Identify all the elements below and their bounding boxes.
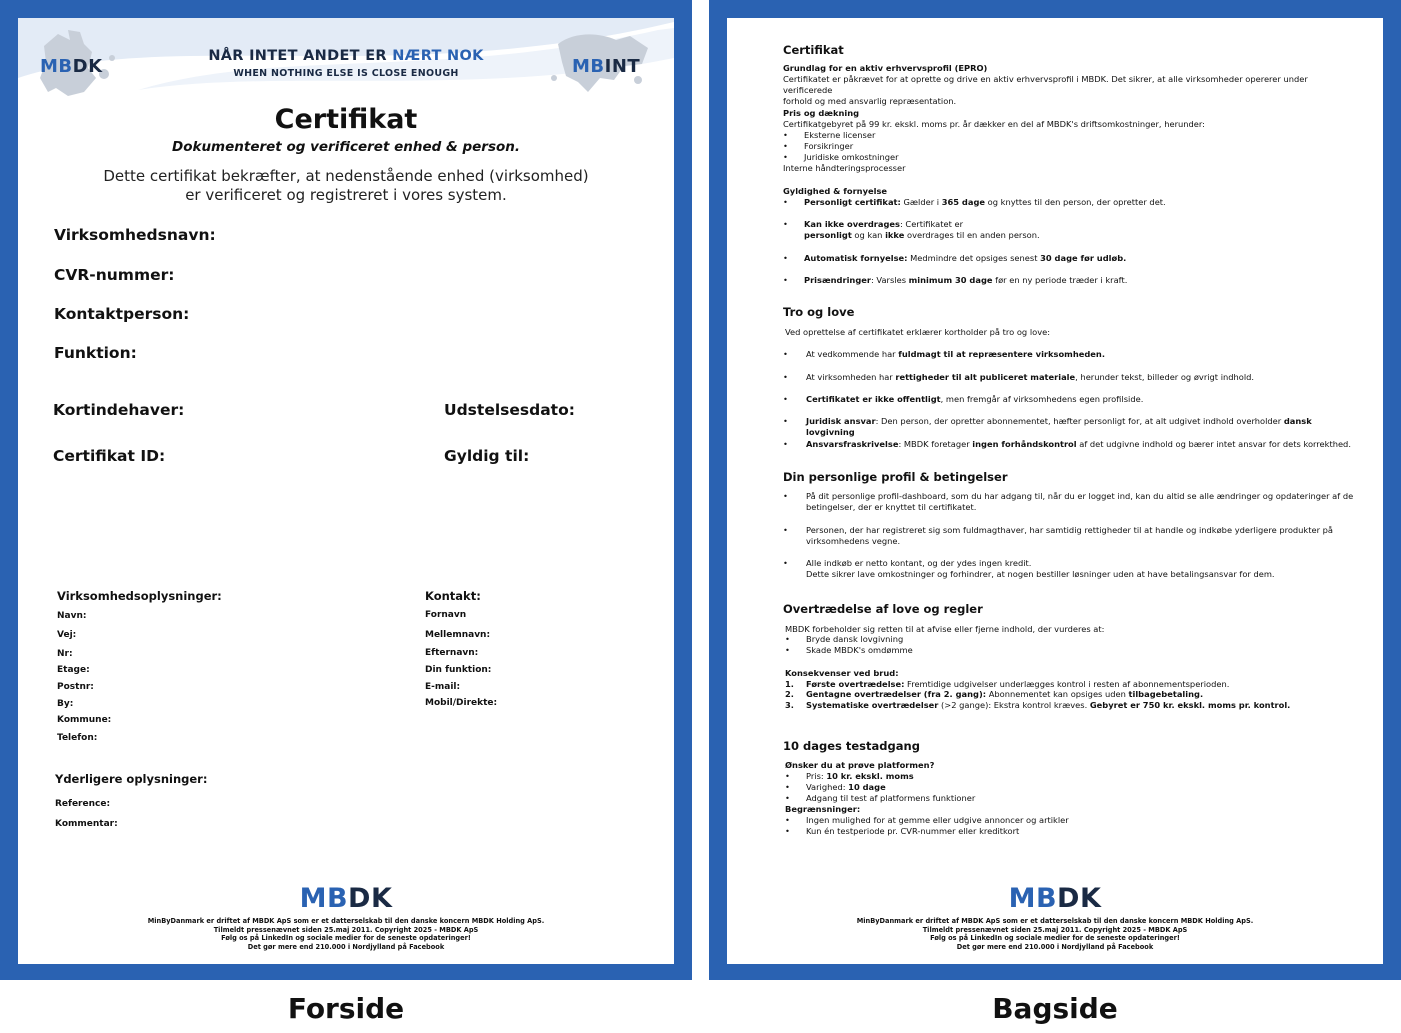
validity-item: • Kan ikke overdrages: Certifikatet er personligt og kan ikke overdrages til en anden person. <box>783 219 1040 240</box>
mbdk-logo: MBDK <box>40 56 103 77</box>
section-profile-title: Din personlige profil & betingelser <box>783 470 1008 484</box>
function-label: Funktion: <box>54 344 137 362</box>
contact-person-label: Kontaktperson: <box>54 305 190 323</box>
front-page <box>18 18 674 964</box>
footer-text: MinByDanmark er driftet af MBDK ApS som er et datterselskab til den danske koncern MBDK Holding ApS. Tilmeldt pressenævnet siden 25.maj 2011. Copyright 2025 - MBDK ApS Følg os på LinkedIn og sociale medier for de seneste opdateringer! Det gør mere end 210.000 i Nordjylland på Facebook <box>147 917 545 951</box>
certificate-subtitle: Dokumenteret og verificeret enhed & person. <box>171 139 520 155</box>
certificate-description: Dette certifikat bekræfter, at nedenstående enhed (virksomhed) er verificeret og registreret i vores system. <box>103 167 589 204</box>
contact-item: E-mail: <box>425 682 461 692</box>
violation-intro: MBDK forbeholder sig retten til at afvise eller fjerne indhold, der vurderes at: <box>785 624 1105 634</box>
slogan-english: WHEN NOTHING ELSE IS CLOSE ENOUGH <box>233 68 459 79</box>
contact-item: Din funktion: <box>425 665 492 675</box>
cardholder-label: Kortindehaver: <box>53 401 185 419</box>
footer-text: MinByDanmark er driftet af MBDK ApS som er et datterselskab til den danske koncern MBDK Holding ApS. Tilmeldt pressenævnet siden 25.maj 2011. Copyright 2025 - MBDK ApS Følg os på LinkedIn og sociale medier for de seneste opdateringer! Det gør mere end 210.000 i Nordjylland på Facebook <box>856 917 1254 951</box>
profile-item: • Alle indkøb er netto kontant, og der ydes ingen kredit. Dette sikrer lave omkostninger og forhindrer, at nogen bestiller løsninger uden at have betalingsansvar for dem. <box>783 558 1275 579</box>
back-sheet <box>709 0 1401 980</box>
contact-item: Mellemnavn: <box>425 630 491 640</box>
contact-item: Efternavn: <box>425 648 479 658</box>
validity-subheading: Gyldighed & fornyelse <box>783 186 888 196</box>
additional-info-heading: Yderligere oplysninger: <box>55 772 208 786</box>
tro-og-love-intro: Ved oprettelse af certifikatet erklærer kortholder på tro og love: <box>785 327 1051 337</box>
back-caption: Bagside <box>992 992 1118 1025</box>
company-info-item: Postnr: <box>57 682 94 692</box>
valid-until-label: Gyldig til: <box>444 447 530 465</box>
price-text: Certifikatgebyret på 99 kr. ekskl. moms pr. år dækker en del af MBDK's driftsomkostninger, herunder: <box>783 119 1205 129</box>
company-info-item: Nr: <box>57 649 73 659</box>
certificate-title: Certifikat <box>274 104 418 135</box>
section-violation-title: Overtrædelse af love og regler <box>783 602 983 616</box>
company-info-item: By: <box>57 699 74 709</box>
company-info-item: Telefon: <box>57 733 98 743</box>
consequences-subheading: Konsekvenser ved brud: <box>785 668 899 678</box>
price-subheading: Pris og dækning <box>783 108 860 118</box>
contact-item: Fornavn <box>425 610 467 620</box>
profile-item: • På dit personlige profil-dashboard, som du har adgang til, når du er logget ind, kan du altid se alle ændringer og opdateringer af de betingelser, der er knyttet til certifikatet. <box>783 491 1354 512</box>
footer-mbdk-logo: MBDK <box>299 883 393 914</box>
section-tro-og-love-title: Tro og love <box>783 305 855 319</box>
section-certifikat-title: Certifikat <box>783 43 844 57</box>
front-caption: Forside <box>287 992 405 1025</box>
additional-info-item: Kommentar: <box>55 819 118 829</box>
section-test-access-title: 10 dages testadgang <box>783 739 920 753</box>
profile-item: • Personen, der har registreret sig som fuldmagthaver, har samtidig rettigheder til at handle og indkøbe yderligere produkter på virksomhedens vegne. <box>783 525 1333 546</box>
company-name-label: Virksomhedsnavn: <box>54 226 216 244</box>
contact-item: Mobil/Direkte: <box>425 698 498 708</box>
issue-date-label: Udstelsesdato: <box>444 401 575 419</box>
cvr-label: CVR-nummer: <box>54 266 175 284</box>
limitations-subheading: Begrænsninger: <box>785 804 861 814</box>
epro-subheading: Grundlag for en aktiv erhvervsprofil (EPRO) <box>783 63 988 73</box>
additional-info-item: Reference: <box>55 799 111 809</box>
footer-mbdk-logo: MBDK <box>1008 883 1102 914</box>
company-info-heading: Virksomhedsoplysninger: <box>57 589 222 603</box>
mbint-logo: MBINT <box>572 56 641 77</box>
company-info-item: Kommune: <box>57 715 112 725</box>
back-page: Certifikat Grundlag for en aktiv erhvervsprofil (EPRO) Certifikatet er påkrævet for at oprette og drive en aktiv erhvervsprofil i MBDK. Det sikrer, at alle virksomheder opererer under verificerede forhold og med ansvarlig repræsentation. Pris og dækning Certifikatgebyret på 99 kr. ekskl. moms pr. år dækker en del af MBDK's driftsomkostninger, herunder: • Eksterne licenser • Forsikringer • Juridiske omkostninger Interne håndteringsprocesser Gyldighed & fornyelse • Personligt certifikat: Gælder i 365 dage og knyttes til den person, der opretter det. • Kan ikke overdrages: Certifikatet er personligt og kan ikke overdrages til en anden person. • Automatisk fornyelse: Medmindre det opsiges senest 30 dage før udløb. • Prisændringer: Varsles minimum 30 dage før en ny periode træder i kraft. Tro og love Ved oprettelse af certifikatet erklærer kortholder på tro og love: • At vedkommende har fuldmagt til at repræsentere virksomheden. • At virksomheden har rettigheder til alt publiceret materiale, herunder tekst, billeder og øvrigt indhold. • Certifikatet er ikke offentligt, men fremgår af virksomhedens egen profilside. • Juridisk ansvar: Den person, der opretter abonnementet, hæfter personligt for, at alt udgivet indhold overholder dansk lovgivning • Ansvarsfraskrivelse: MBDK foretager ingen forhåndskontrol af det udgivne indhold og bærer intet ansvar for dets korrekthed. Din personlige profil & betingelser • På dit personlige profil-dashboard, som du har adgang til, når du er logget ind, kan du altid se alle ændringer og opdateringer af de betingelser, der er knyttet til certifikatet. • Personen, der har registreret sig som fuldmagthaver, har samtidig rettigheder til at handle og indkøbe yderligere produkter på virksomhedens vegne. • Alle indkøb er netto kontant, og der ydes ingen kredit. Dette sikrer lave omkostninger og forhindrer, at nogen bestiller løsninger uden at have betalingsansvar for dem. Overtrædelse af love og regler MBDK forbeholder sig retten til at afvise eller fjerne indhold, der vurderes at: • Bryde dansk lovgivning • Skade MBDK's omdømme Konsekvenser ved brud: 1. Første overtrædelse: Fremtidige udgivelser underlægges kontrol i resten af abonnementsperioden. 2. Gentagne overtrædelser (fra 2. gang): Abonnementet kan opsiges uden tilbagebetaling. 3. Systematiske overtrædelser (>2 gange): Ekstra kontrol kræves. Gebyret er 750 kr. ekskl. moms pr. kontrol. 10 dages testadgang Ønsker du at prøve platformen? • Pris: 10 kr. ekskl. moms • Varighed: 10 dage • Adgang til test af platformens funktioner Begrænsninger: • Ingen mulighed for at gemme eller udgive annoncer og artikler • Kun én testperiode pr. CVR-nummer eller kreditkort MBDK MinByDanmark er driftet af MBDK ApS som er et datterselskab til den danske koncern MBDK Holding ApS. Tilmeldt pressenævnet siden 25.maj 2011. Copyright 2025 - MBDK ApS Følg os på LinkedIn og sociale medier for de seneste opdateringer! Det gør mere end 210.000 i Nordjylland på Facebook <box>727 18 1383 964</box>
epro-text: Certifikatet er påkrævet for at oprette og drive en aktiv erhvervsprofil i MBDK. Det sikrer, at alle virksomheder opererer under verificerede forhold og med ansvarlig repræsentation. <box>783 74 1308 106</box>
test-access-subheading: Ønsker du at prøve platformen? <box>785 760 935 770</box>
slogan: NÅR INTET ANDET ER NÆRT NOK <box>208 48 484 64</box>
price-text-extra: Interne håndteringsprocesser <box>783 163 906 173</box>
contact-heading: Kontakt: <box>425 589 481 603</box>
company-info-item: Vej: <box>57 630 77 640</box>
company-info-item: Navn: <box>57 611 87 621</box>
company-info-item: Etage: <box>57 665 90 675</box>
certificate-id-label: Certifikat ID: <box>53 447 166 465</box>
front-sheet <box>0 0 692 980</box>
